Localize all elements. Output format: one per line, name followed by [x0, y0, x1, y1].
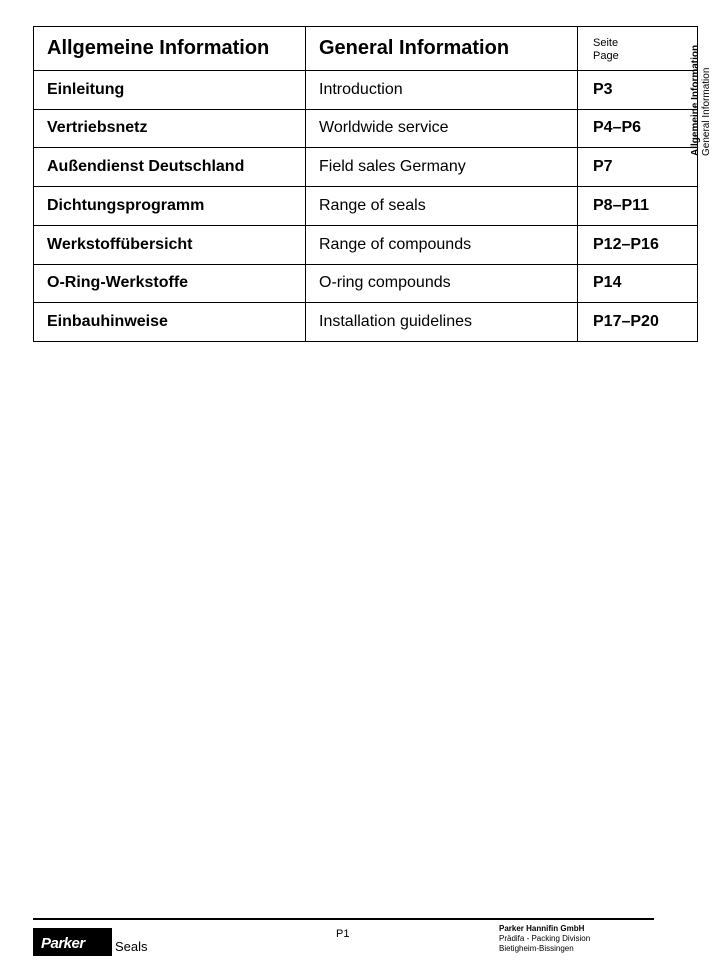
parker-logo-text: Parker [41, 935, 85, 952]
row-page: P8–P11 [578, 187, 698, 226]
table-row [34, 109, 698, 148]
header-page [578, 27, 698, 71]
company-name: Parker Hannifin GmbH [499, 924, 585, 933]
row-page: P14 [578, 264, 698, 303]
row-english: Introduction [306, 70, 578, 109]
table-row [34, 303, 698, 342]
company-division: Prädifa - Packing Division [499, 934, 591, 943]
row-page: P17–P20 [578, 303, 698, 342]
side-label-german: Allgemeine Information [690, 44, 701, 156]
table-row [34, 187, 698, 226]
side-label-english: General Information [701, 67, 712, 156]
row-english: Field sales Germany [306, 148, 578, 187]
company-location: Bietigheim-Bissingen [499, 944, 574, 953]
row-german: Außendienst Deutschland [34, 148, 306, 187]
row-page: P4–P6 [578, 109, 698, 148]
row-german: O-Ring-Werkstoffe [34, 264, 306, 303]
side-section-label [690, 26, 712, 156]
header-page-de: Seite [593, 36, 619, 49]
row-page: P3 [578, 70, 698, 109]
logo-suffix: Seals [115, 939, 148, 954]
company-info [499, 924, 590, 954]
row-english: O-ring compounds [306, 264, 578, 303]
row-german: Einleitung [34, 70, 306, 109]
table-row [34, 70, 698, 109]
header-english: General Information [306, 27, 578, 71]
row-german: Vertriebsnetz [34, 109, 306, 148]
table-row [34, 225, 698, 264]
row-german: Dichtungsprogramm [34, 187, 306, 226]
row-english: Installation guidelines [306, 303, 578, 342]
contents-table [33, 26, 698, 342]
header-page-en: Page [593, 49, 619, 62]
table-row [34, 264, 698, 303]
table-header-row [34, 27, 698, 71]
footer-divider [33, 918, 654, 920]
header-german: Allgemeine Information [34, 27, 306, 71]
row-page: P7 [578, 148, 698, 187]
row-english: Range of seals [306, 187, 578, 226]
row-english: Worldwide service [306, 109, 578, 148]
row-german: Einbauhinweise [34, 303, 306, 342]
row-german: Werkstoffübersicht [34, 225, 306, 264]
table-row [34, 148, 698, 187]
row-page: P12–P16 [578, 225, 698, 264]
page-number: P1 [336, 928, 350, 940]
row-english: Range of compounds [306, 225, 578, 264]
